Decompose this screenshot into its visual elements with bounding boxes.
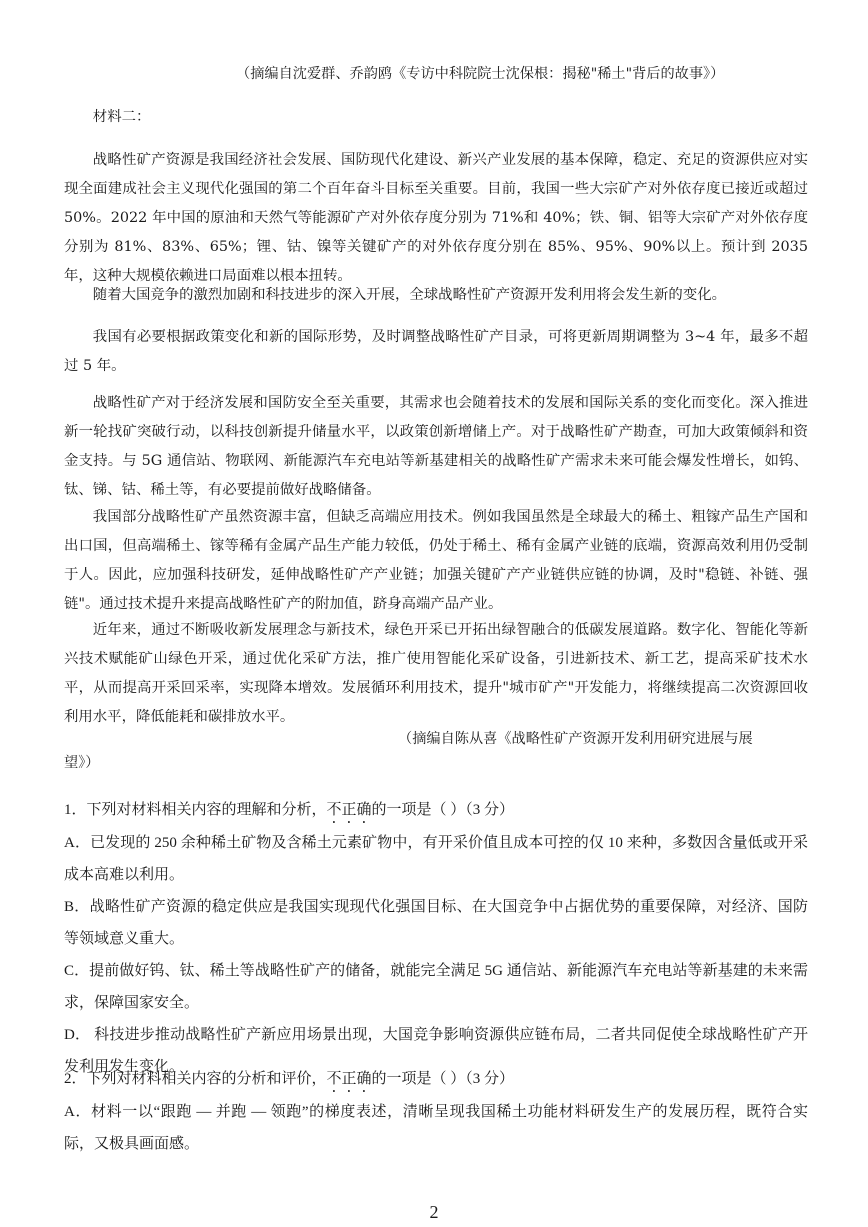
paragraph-6: 近年来，通过不断吸收新发展理念与新技术，绿色开采已开拓出绿智融合的低碳发展道路。数字化、智能化等新兴技术赋能矿山绿色开采，通过优化采矿方法，推广使用智能化采矿设备，引进新技术、新工艺，提高采矿技术水平，从而提高开采回采率，实现降本增效。发展循环利用技术，提升"城市矿产"开发能力，将继续提高二次资源回收利用水平，降低能耗和碳排放水平。 <box>64 622 808 725</box>
paragraph-3: 我国有必要根据政策变化和新的国际形势，及时调整战略性矿产目录，可将更新周期调整为 3~4 年，最多不超过 5 年。 <box>64 329 808 374</box>
source-citation-2-line-2: 望》） <box>64 755 100 771</box>
question-1-option-c[interactable]: C．提前做好钨、钛、稀土等战略性矿产的储备，就能完全满足 5G 通信站、新能源汽车充电站等新基建的未来需求，保障国家安全。 <box>64 963 808 1011</box>
source-citation-1: （摘编自沈爱群、乔韵鸥《专访中科院院士沈保根：揭秘"稀土"背后的故事》） <box>236 66 725 82</box>
paragraph-2: 随着大国竞争的激烈加剧和科技进步的深入开展，全球战略性矿产资源开发利用将会发生新的变化。 <box>92 287 726 303</box>
emphasis-not-correct: 不正确 <box>326 1071 372 1087</box>
paragraph-5: 我国部分战略性矿产虽然资源丰富，但缺乏高端应用技术。例如我国虽然是全球最大的稀土、粗镓产品生产国和出口国，但高端稀土、镓等稀有金属产品生产能力较低，仍处于稀土、稀有金属产业链的底端，资源高效利用仍受制于人。因此，应加强科技研发，延伸战略性矿产产业链；加强关键矿产产业链供应链的协调，及时"稳链、补链、强链"。通过技术提升来提高战略性矿产的附加值，跻身高端产品产业。 <box>64 509 808 612</box>
question-2-stem: 2．下列对材料相关内容的分析和评价，不正确的一项是（ ）（3 分） <box>64 1071 515 1087</box>
question-1-option-a[interactable]: A．已发现的 250 余种稀土矿物及含稀土元素矿物中，有开采价值且成本可控的仅 10 来种，多数因含量低或开采成本高难以利用。 <box>64 835 808 883</box>
question-2 <box>64 1063 808 1160</box>
question-1-option-d[interactable]: D． 科技进步推动战略性矿产新应用场景出现，大国竞争影响资源供应链布局，二者共同促使全球战略性矿产开发利用发生变化。 <box>64 1027 808 1075</box>
question-1 <box>64 794 808 1083</box>
emphasis-not-correct: 不正确 <box>326 802 372 818</box>
page-number: 2 <box>429 1202 439 1222</box>
question-1-stem: 1．下列对材料相关内容的理解和分析，不正确的一项是（ ）（3 分） <box>64 802 515 818</box>
paragraph-1: 战略性矿产资源是我国经济社会发展、国防现代化建设、新兴产业发展的基本保障，稳定、充足的资源供应对实现全面建成社会主义现代化强国的第二个百年奋斗目标至关重要。目前，我国一些大宗矿产对外依存度已接近或超过 50%。2022 年中国的原油和天然气等能源矿产对外依存度分别为 71%和 40%；铁、铜、铝等大宗矿产对外依存度分别为 81%、83%、65%；锂、钴、镍等关键矿产的对外依存度分别在 85%、95%、90%以上。预计到 2035 年，这种大规模依赖进口局面难以根本扭转。 <box>64 152 808 284</box>
question-2-option-a[interactable]: A．材料一以“跟跑 — 并跑 — 领跑”的梯度表述，清晰呈现我国稀土功能材料研发生产的发展历程，既符合实际，又极具画面感。 <box>64 1104 808 1152</box>
source-citation-2-line-1: （摘编自陈从喜《战略性矿产资源开发利用研究进展与展 <box>398 731 753 747</box>
question-1-option-b[interactable]: B．战略性矿产资源的稳定供应是我国实现现代化强国目标、在大国竞争中占据优势的重要保障，对经济、国防等领域意义重大。 <box>64 899 808 947</box>
material-2-heading: 材料二： <box>92 109 151 125</box>
paragraph-4: 战略性矿产对于经济发展和国防安全至关重要，其需求也会随着技术的发展和国际关系的变化而变化。深入推进新一轮找矿突破行动，以科技创新提升储量水平，以政策创新增储上产。对于战略性矿产勘查，可加大政策倾斜和资金支持。与 5G 通信站、物联网、新能源汽车充电站等新基建相关的战略性矿产需求未来可能会爆发性增长，如钨、钛、锑、钴、稀土等，有必要提前做好战略储备。 <box>64 395 808 498</box>
